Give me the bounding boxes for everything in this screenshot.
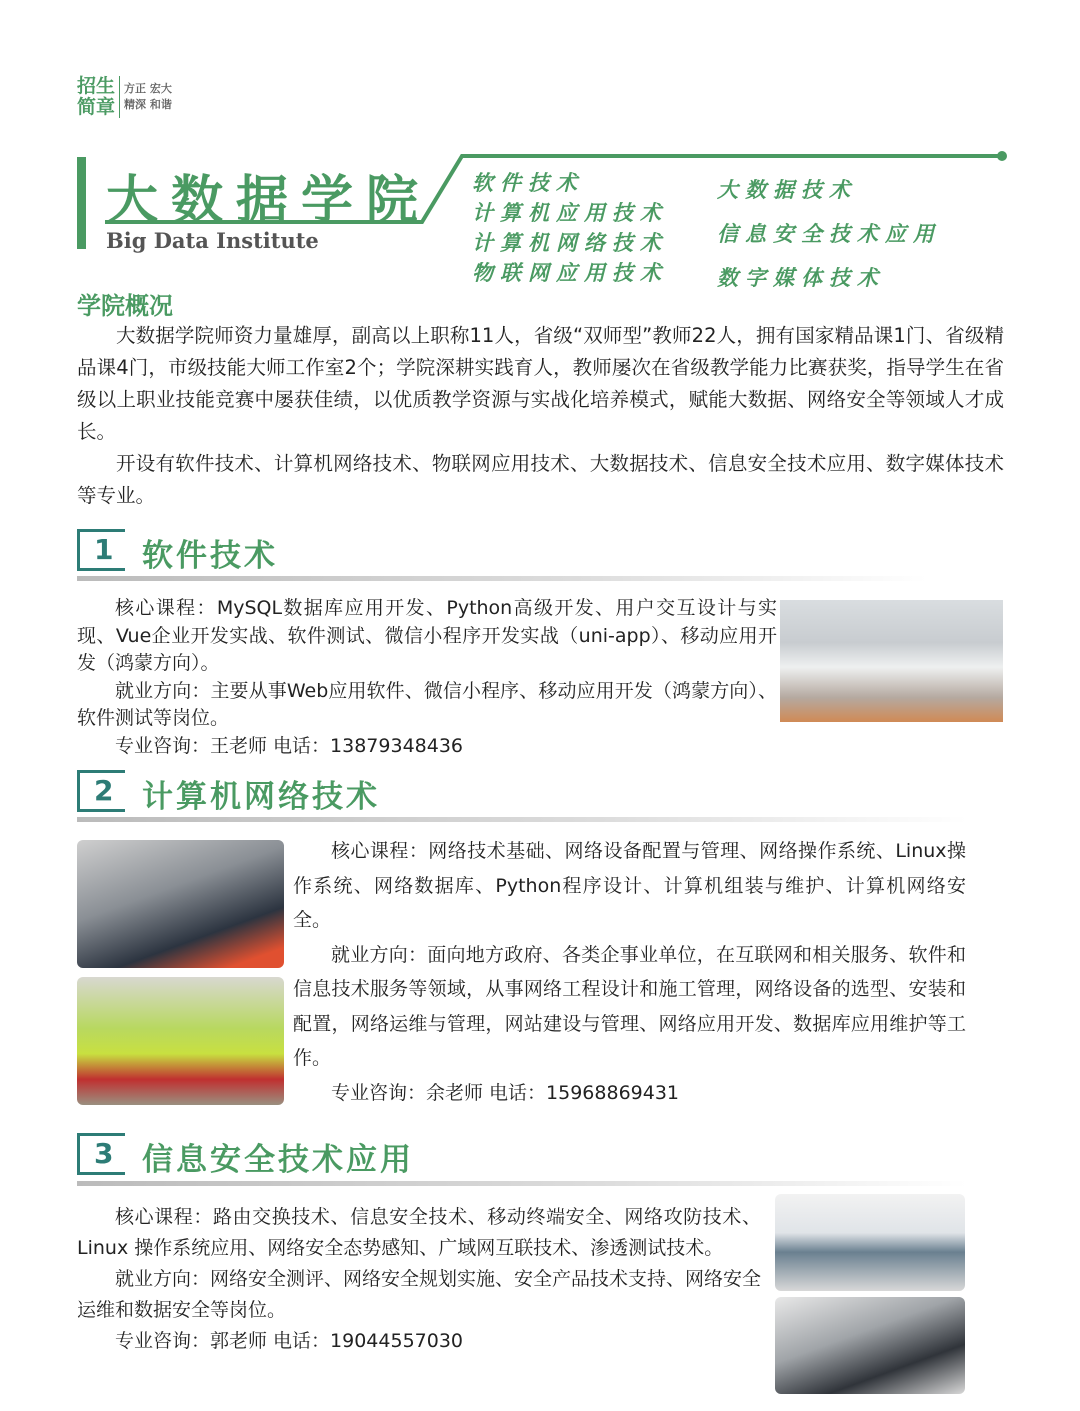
section-title: 软件技术 <box>142 538 278 574</box>
majors-left <box>472 168 668 288</box>
computer-lab-photo <box>775 1194 965 1291</box>
majors-right <box>717 168 941 300</box>
page-subtitle: Big Data Institute <box>106 228 319 253</box>
brand-logo <box>77 76 172 118</box>
classroom-photo <box>780 600 1003 722</box>
overview-text <box>77 320 1004 512</box>
students-photo <box>775 1297 965 1394</box>
section-number: 2 <box>77 770 125 812</box>
section-divider <box>77 817 967 822</box>
core-courses: 核心课程：网络技术基础、网络设备配置与管理、网络操作系统、Linux操作系统、网络数据库、Python程序设计、计算机组装与维护、计算机网络安全。 <box>293 840 966 931</box>
major-item: 物联网应用技术 <box>472 260 668 285</box>
title-bar <box>77 157 86 249</box>
motto1: 方正 宏大 <box>124 82 172 95</box>
overview-paragraph: 大数据学院师资力量雄厚，副高以上职称11人，省级“双师型”教师22人，拥有国家精品课1门、省级精品课4门，市级技能大师工作室2个；学院深耕实践育人，教师屡次在省级教学能力比赛获奖，指导学生在省级以上职业技能竞赛中屡获佳绩，以优质教学资源与实战化培养模式，赋能大数据、网络安全等领域人才成长。 <box>77 324 1004 443</box>
section-body <box>293 834 966 1110</box>
section-number: 3 <box>77 1133 125 1175</box>
brand-line2: 简章 <box>77 96 116 118</box>
core-courses: 核心课程：MySQL数据库应用开发、Python高级开发、用户交互设计与实现、Vue企业开发实战、软件测试、微信小程序开发实战（uni-app）、移动应用开发（鸿蒙方向）。 <box>77 597 777 674</box>
section-divider <box>77 1181 967 1186</box>
contact-info: 专业咨询：王老师 电话：13879348436 <box>115 734 464 757</box>
career-direction: 就业方向：主要从事Web应用软件、微信小程序、移动应用开发（鸿蒙方向）、软件测试等岗位。 <box>77 679 777 729</box>
brand-line1: 招生 <box>77 75 116 97</box>
page-title: 大数据学院 <box>106 171 432 231</box>
section-body <box>77 1202 761 1357</box>
group-photo <box>77 977 284 1105</box>
major-item: 计算机网络技术 <box>472 230 668 255</box>
section-body <box>77 595 777 760</box>
major-item: 数字媒体技术 <box>717 265 885 290</box>
major-item: 软件技术 <box>472 170 584 195</box>
section-title: 计算机网络技术 <box>142 779 380 815</box>
motto2: 精深 和谐 <box>124 98 172 111</box>
major-item: 计算机应用技术 <box>472 200 668 225</box>
lab-photo <box>77 840 284 968</box>
overview-heading: 学院概况 <box>77 292 173 320</box>
core-courses: 核心课程：路由交换技术、信息安全技术、移动终端安全、网络攻防技术、Linux 操作系统应用、网络安全态势感知、广域网互联技术、渗透测试技术。 <box>77 1206 761 1259</box>
overview-paragraph: 开设有软件技术、计算机网络技术、物联网应用技术、大数据技术、信息安全技术应用、数字媒体技术等专业。 <box>77 452 1004 507</box>
section-divider <box>77 576 927 581</box>
major-item: 信息安全技术应用 <box>717 221 941 246</box>
major-item: 大数据技术 <box>717 177 857 202</box>
section-title: 信息安全技术应用 <box>142 1142 414 1178</box>
contact-info: 专业咨询：余老师 电话：15968869431 <box>331 1081 680 1104</box>
career-direction: 就业方向：网络安全测评、网络安全规划实施、安全产品技术支持、网络安全运维和数据安全等岗位。 <box>77 1268 762 1321</box>
section-number: 1 <box>77 529 125 571</box>
career-direction: 就业方向：面向地方政府、各类企事业单位，在互联网和相关服务、软件和信息技术服务等领域，从事网络工程设计和施工管理，网络设备的选型、安装和配置，网络运维与管理，网站建设与管理、网络应用开发、数据库应用维护等工作。 <box>293 943 966 1069</box>
contact-info: 专业咨询：郭老师 电话：19044557030 <box>115 1330 464 1352</box>
